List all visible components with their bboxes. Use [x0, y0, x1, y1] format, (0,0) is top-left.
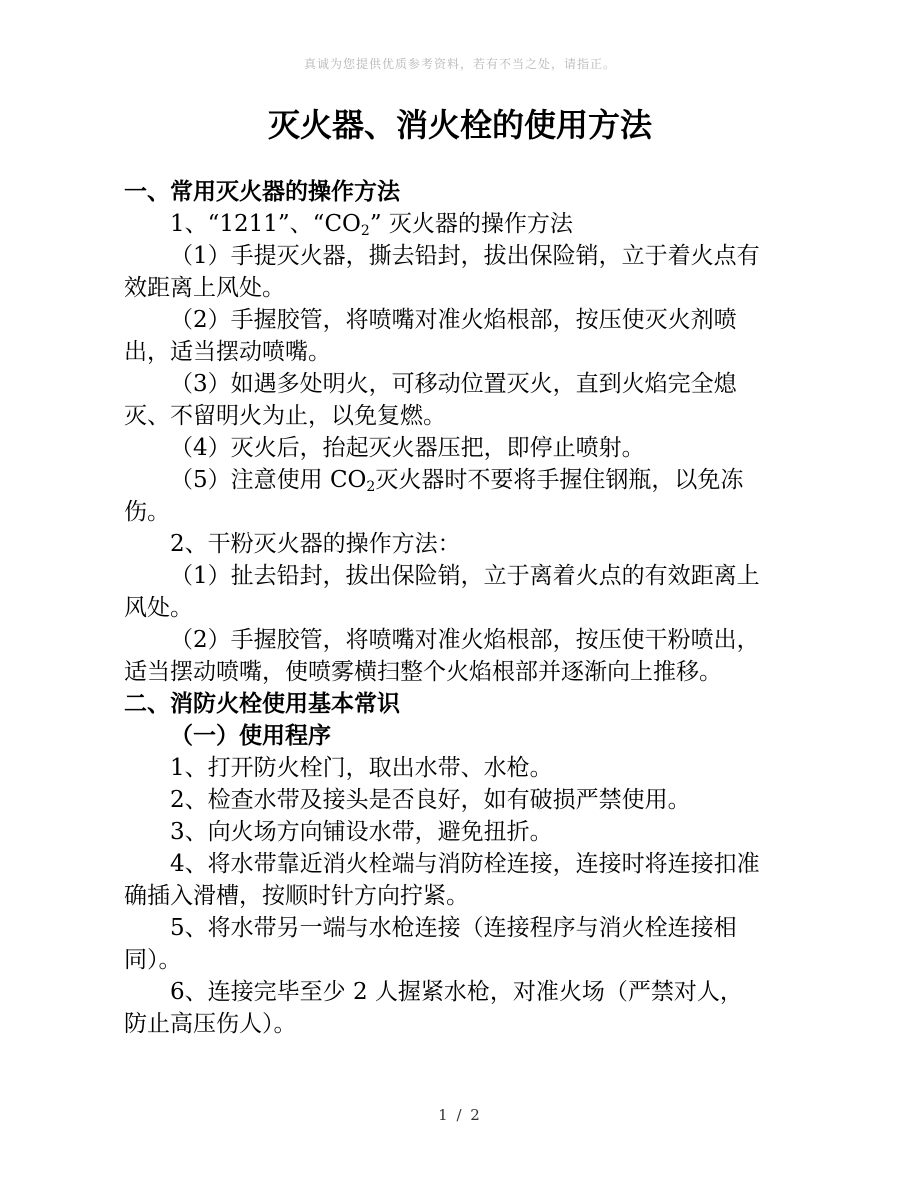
- subsection-heading-1: 1、“1211”、“$CO_2$” 灭火器的操作方法: [170, 211, 573, 239]
- paragraph: （1）手提灭火器，撕去铅封，拔出保险销，立于着火点有效距离上风处。: [124, 243, 760, 301]
- paragraph: （2）手握胶管，将喷嘴对准火焰根部，按压使干粉喷出，适当摆动喷嘴，使喷雾横扫整个火焰根部并逐渐向上推移。: [124, 627, 760, 685]
- page-number: 1 / 2: [438, 1106, 482, 1124]
- paragraph: 1、打开防火栓门，取出水带、水枪。: [170, 755, 553, 781]
- paragraph: （2）手握胶管，将喷嘴对准火焰根部，按压使灭火剂喷出，适当摆动喷嘴。: [124, 307, 737, 365]
- page-title: 灭火器、消火栓的使用方法: [267, 106, 652, 144]
- paragraph: （5）注意使用 $CO_2$灭火器时不要将手握住钢瓶，以免冻伤。: [124, 467, 744, 525]
- paragraph: 4、将水带靠近消火栓端与消防栓连接，连接时将连接扣准确插入滑槽，按顺时针方向拧紧。: [124, 851, 760, 909]
- paragraph: 6、连接完毕至少 2 人握紧水枪，对准火场（严禁对人，防止高压伤人）。: [124, 979, 743, 1037]
- paragraph: 2、检查水带及接头是否良好，如有破损严禁使用。: [170, 787, 691, 813]
- paragraph: 5、将水带另一端与水枪连接（连接程序与消火栓连接相同）。: [124, 915, 737, 973]
- subsection-heading-3: （一）使用程序: [170, 723, 331, 749]
- watermark-text: 真诚为您提供优质参考资料，若有不当之处，请指正。: [303, 57, 616, 71]
- paragraph: （4）灭火后，抬起灭火器压把，即停止喷射。: [170, 435, 645, 461]
- section-heading-1: 一、常用灭火器的操作方法: [124, 179, 400, 205]
- paragraph: （3）如遇多处明火，可移动位置灭火，直到火焰完全熄灭、不留明火为止，以免复燃。: [124, 371, 737, 429]
- paragraph: 3、向火场方向铺设水带，避免扭折。: [170, 819, 553, 845]
- paragraph: （1）扯去铅封，拔出保险销，立于离着火点的有效距离上风处。: [124, 563, 760, 621]
- document-body: [124, 176, 764, 1040]
- subsection-heading-2: 2、干粉灭火器的操作方法：: [170, 531, 461, 557]
- section-heading-2: 二、消防火栓使用基本常识: [124, 691, 400, 717]
